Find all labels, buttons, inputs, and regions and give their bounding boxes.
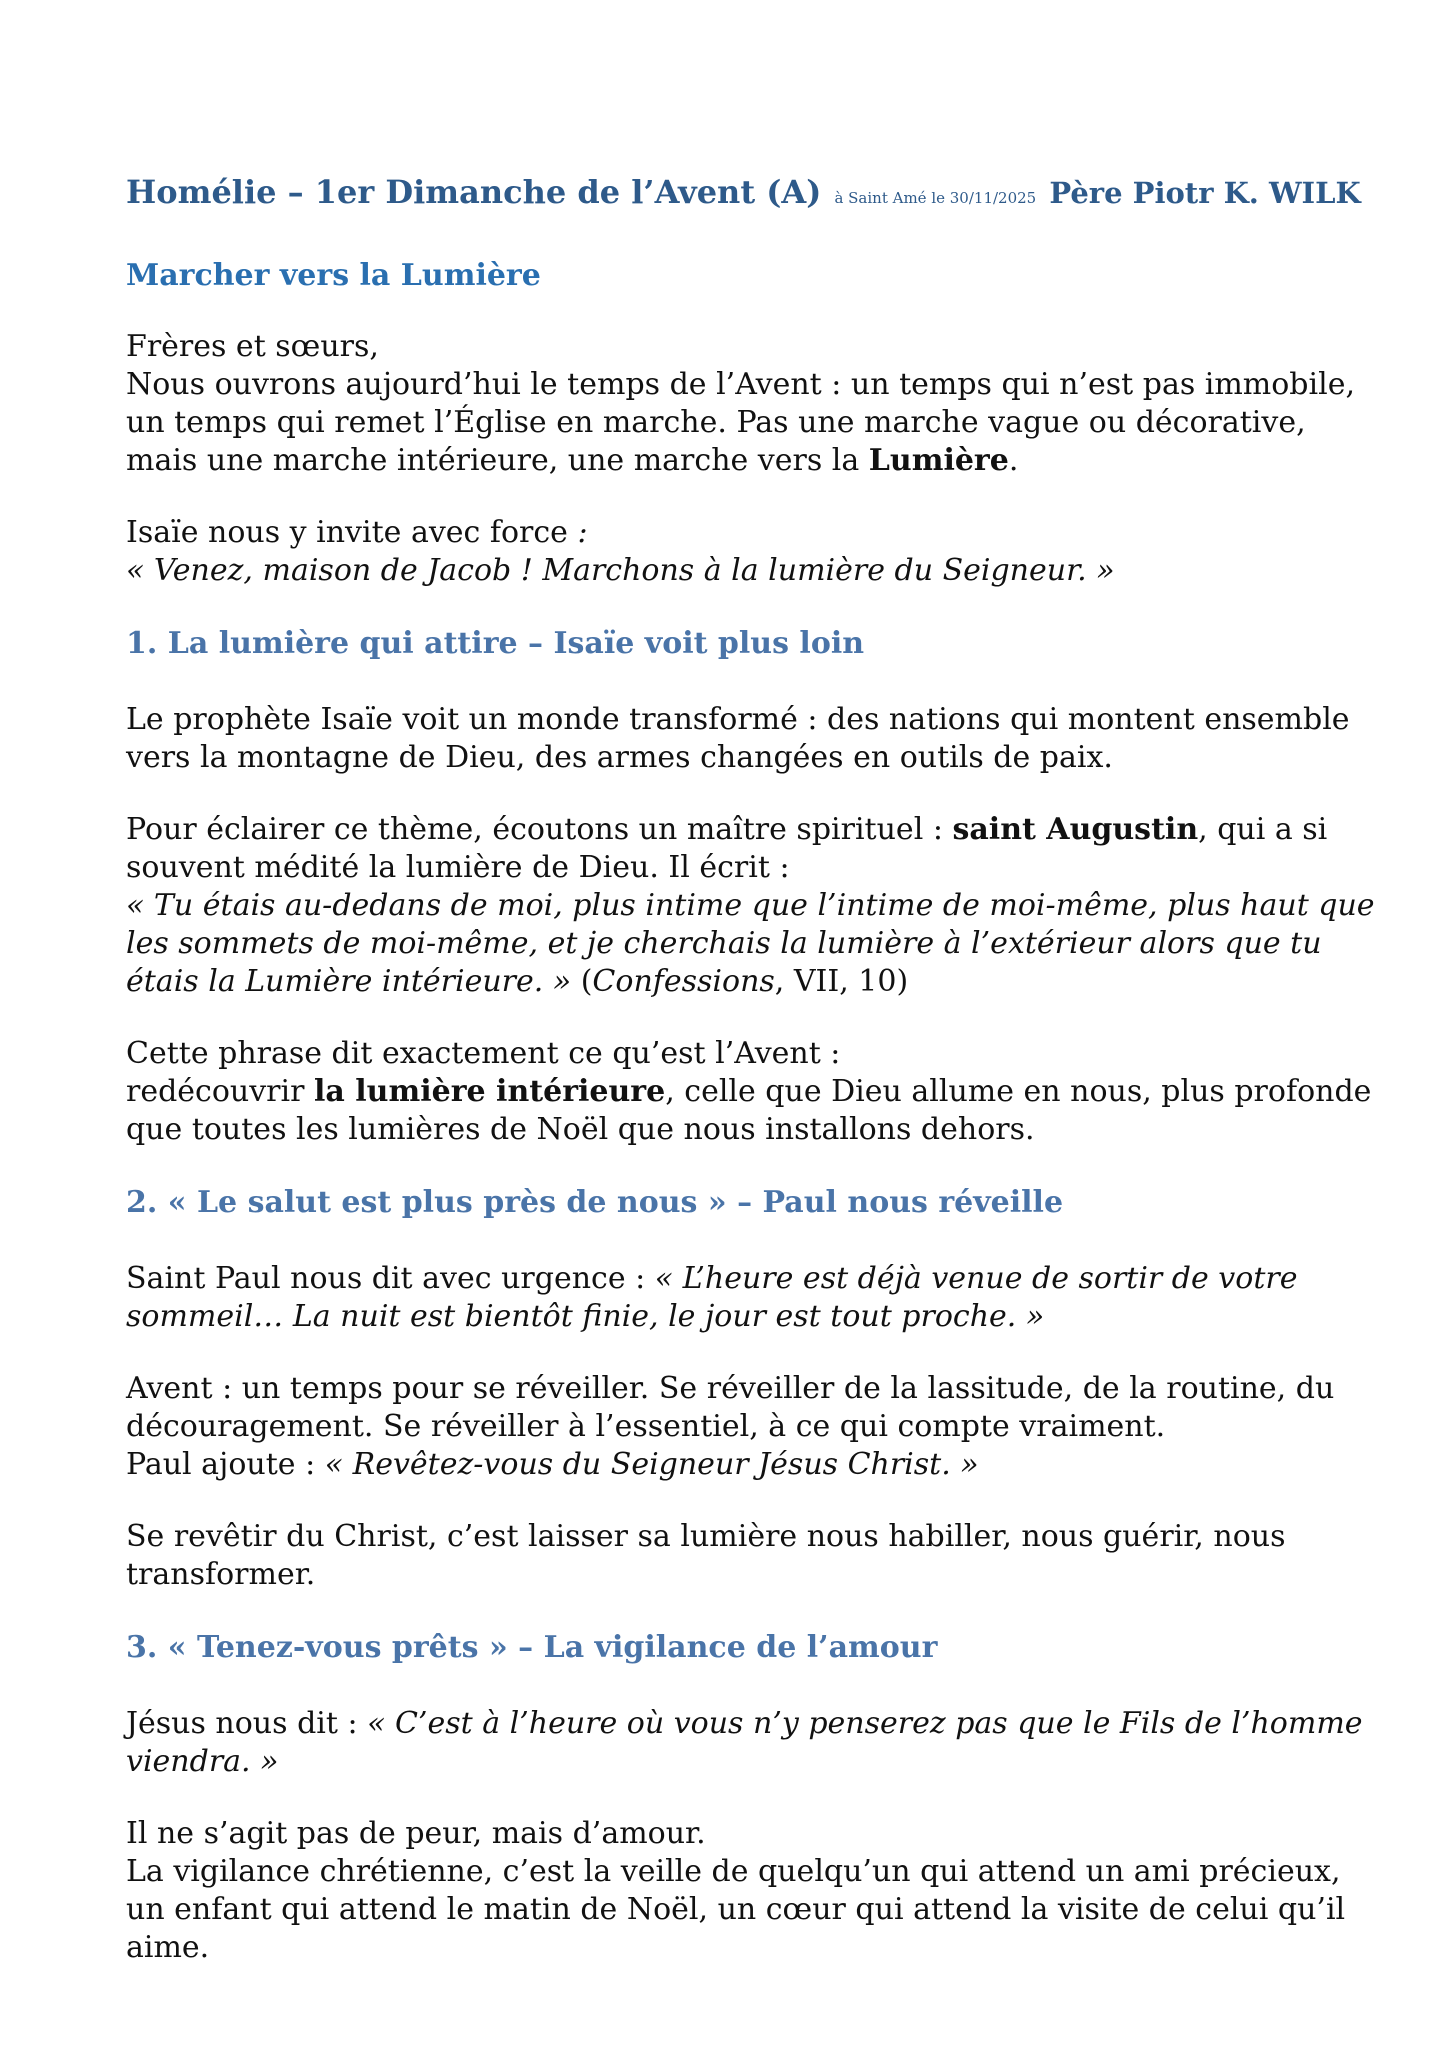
vigilance-text: La vigilance chrétienne, c’est la veille de quelqu’un qui attend un ami précieux, un enfant qui attend le matin de Noël, un cœur qui attend la visite de celui qu’il aime. (126, 1854, 1346, 1965)
paul-quote: « L’heure est déjà venue de sortir de votre sommeil… La nuit est bientôt finie, le jour est tout proche. » (126, 1261, 1298, 1334)
section3-paragraph-1 (126, 1705, 1386, 1781)
avent-text (126, 1073, 1386, 1149)
document-page (126, 170, 1386, 2001)
page-title: Homélie – 1er Dimanche de l’Avent (A) (126, 173, 822, 211)
intro-paragraph (126, 328, 1386, 480)
ref-open: ( (571, 964, 593, 999)
subtitle: Marcher vers la Lumière (126, 258, 541, 293)
augustin-intro (126, 811, 1386, 887)
augustin-rest: , qui a si souvent médité la lumière de Dieu. Il écrit : (126, 812, 1328, 885)
augustin-name: saint Augustin (952, 812, 1199, 847)
intro-text-body: Nous ouvrons aujourd’hui le temps de l’Avent : un temps qui n’est pas immobile, un temps qui remet l’Église en marche. Pas une marche vague ou décorative, mais une marche intérieure, une marche vers la (126, 367, 1355, 478)
section2-heading: 2. « Le salut est plus près de nous » – Paul nous réveille (126, 1185, 1064, 1220)
place-date: à Saint Amé le 30/11/2025 (834, 189, 1037, 207)
section3-heading: 3. « Tenez-vous prêts » – La vigilance de l’amour (126, 1630, 938, 1665)
jesus-text (126, 1705, 1386, 1781)
paul-text (126, 1260, 1386, 1336)
isaie-quote: « Venez, maison de Jacob ! Marchons à la lumière du Seigneur. » (126, 553, 1115, 588)
header (126, 170, 1386, 220)
avent-rest: , celle que Dieu allume en nous, plus profonde que toutes les lumières de Noël que nous installons dehors. (126, 1074, 1372, 1147)
reveil-text: Avent : un temps pour se réveiller. Se réveiller de la lassitude, de la routine, du découragement. Se réveiller à l’essentiel, à ce qui compte vraiment. (126, 1371, 1335, 1444)
isaie-colon: : (577, 515, 588, 550)
isaie-paragraph (126, 514, 1386, 590)
avent-bold: la lumière intérieure (314, 1074, 666, 1109)
jesus-quote: « C’est à l’heure où vous n’y penserez pas que le Fils de l’homme viendra. » (126, 1706, 1363, 1779)
paul-lead: Saint Paul nous dit avec urgence : (126, 1261, 655, 1296)
section1-heading: 1. La lumière qui attire – Isaïe voit plus loin (126, 626, 865, 661)
section1-paragraph-3 (126, 1035, 1386, 1149)
isaie-lead (126, 514, 1386, 552)
section3-paragraph-2 (126, 1815, 1386, 1967)
revetir-text: Se revêtir du Christ, c’est laisser sa lumière nous habiller, nous guérir, nous transformer. (126, 1519, 1286, 1592)
section2-paragraph-3 (126, 1518, 1386, 1594)
author: Père Piotr K. WILK (1049, 176, 1361, 210)
ref-title: Confessions (592, 964, 775, 999)
augustin-lead: Pour éclairer ce thème, écoutons un maître spirituel : (126, 812, 953, 847)
section1-paragraph-2 (126, 811, 1386, 1001)
paul-ajoute (126, 1446, 1386, 1484)
greeting: Frères et sœurs, (126, 329, 379, 364)
avent-lead: redécouvrir (126, 1074, 314, 1109)
peur-text: Il ne s’agit pas de peur, mais d’amour. (126, 1816, 706, 1851)
ref-rest: , VII, 10) (774, 964, 909, 999)
section2-paragraph-1 (126, 1260, 1386, 1336)
augustin-quote (126, 887, 1386, 1001)
paul-ajoute-lead: Paul ajoute : (126, 1447, 325, 1482)
section1-text-1: Le prophète Isaïe voit un monde transformé : des nations qui montent ensemble vers la montagne de Dieu, des armes changées en outils de paix. (126, 702, 1350, 775)
section1-paragraph-1 (126, 701, 1386, 777)
avent-line: Cette phrase dit exactement ce qu’est l’Avent : (126, 1036, 841, 1071)
paul-ajoute-quote: « Revêtez-vous du Seigneur Jésus Christ. » (324, 1447, 979, 1482)
intro-text-bold: Lumière (868, 443, 1009, 478)
isaie-lead-text: Isaïe nous y invite avec force (126, 515, 578, 550)
jesus-lead: Jésus nous dit : (126, 1706, 368, 1741)
intro-text (126, 366, 1386, 480)
section2-paragraph-2 (126, 1370, 1386, 1484)
augustin-quote-text: « Tu étais au-dedans de moi, plus intime que l’intime de moi-même, plus haut que les sommets de moi-même, et je cherchais la lumière à l’extérieur alors que tu étais la Lumière intérieure. » (126, 888, 1375, 999)
intro-text-end: . (1008, 443, 1019, 478)
